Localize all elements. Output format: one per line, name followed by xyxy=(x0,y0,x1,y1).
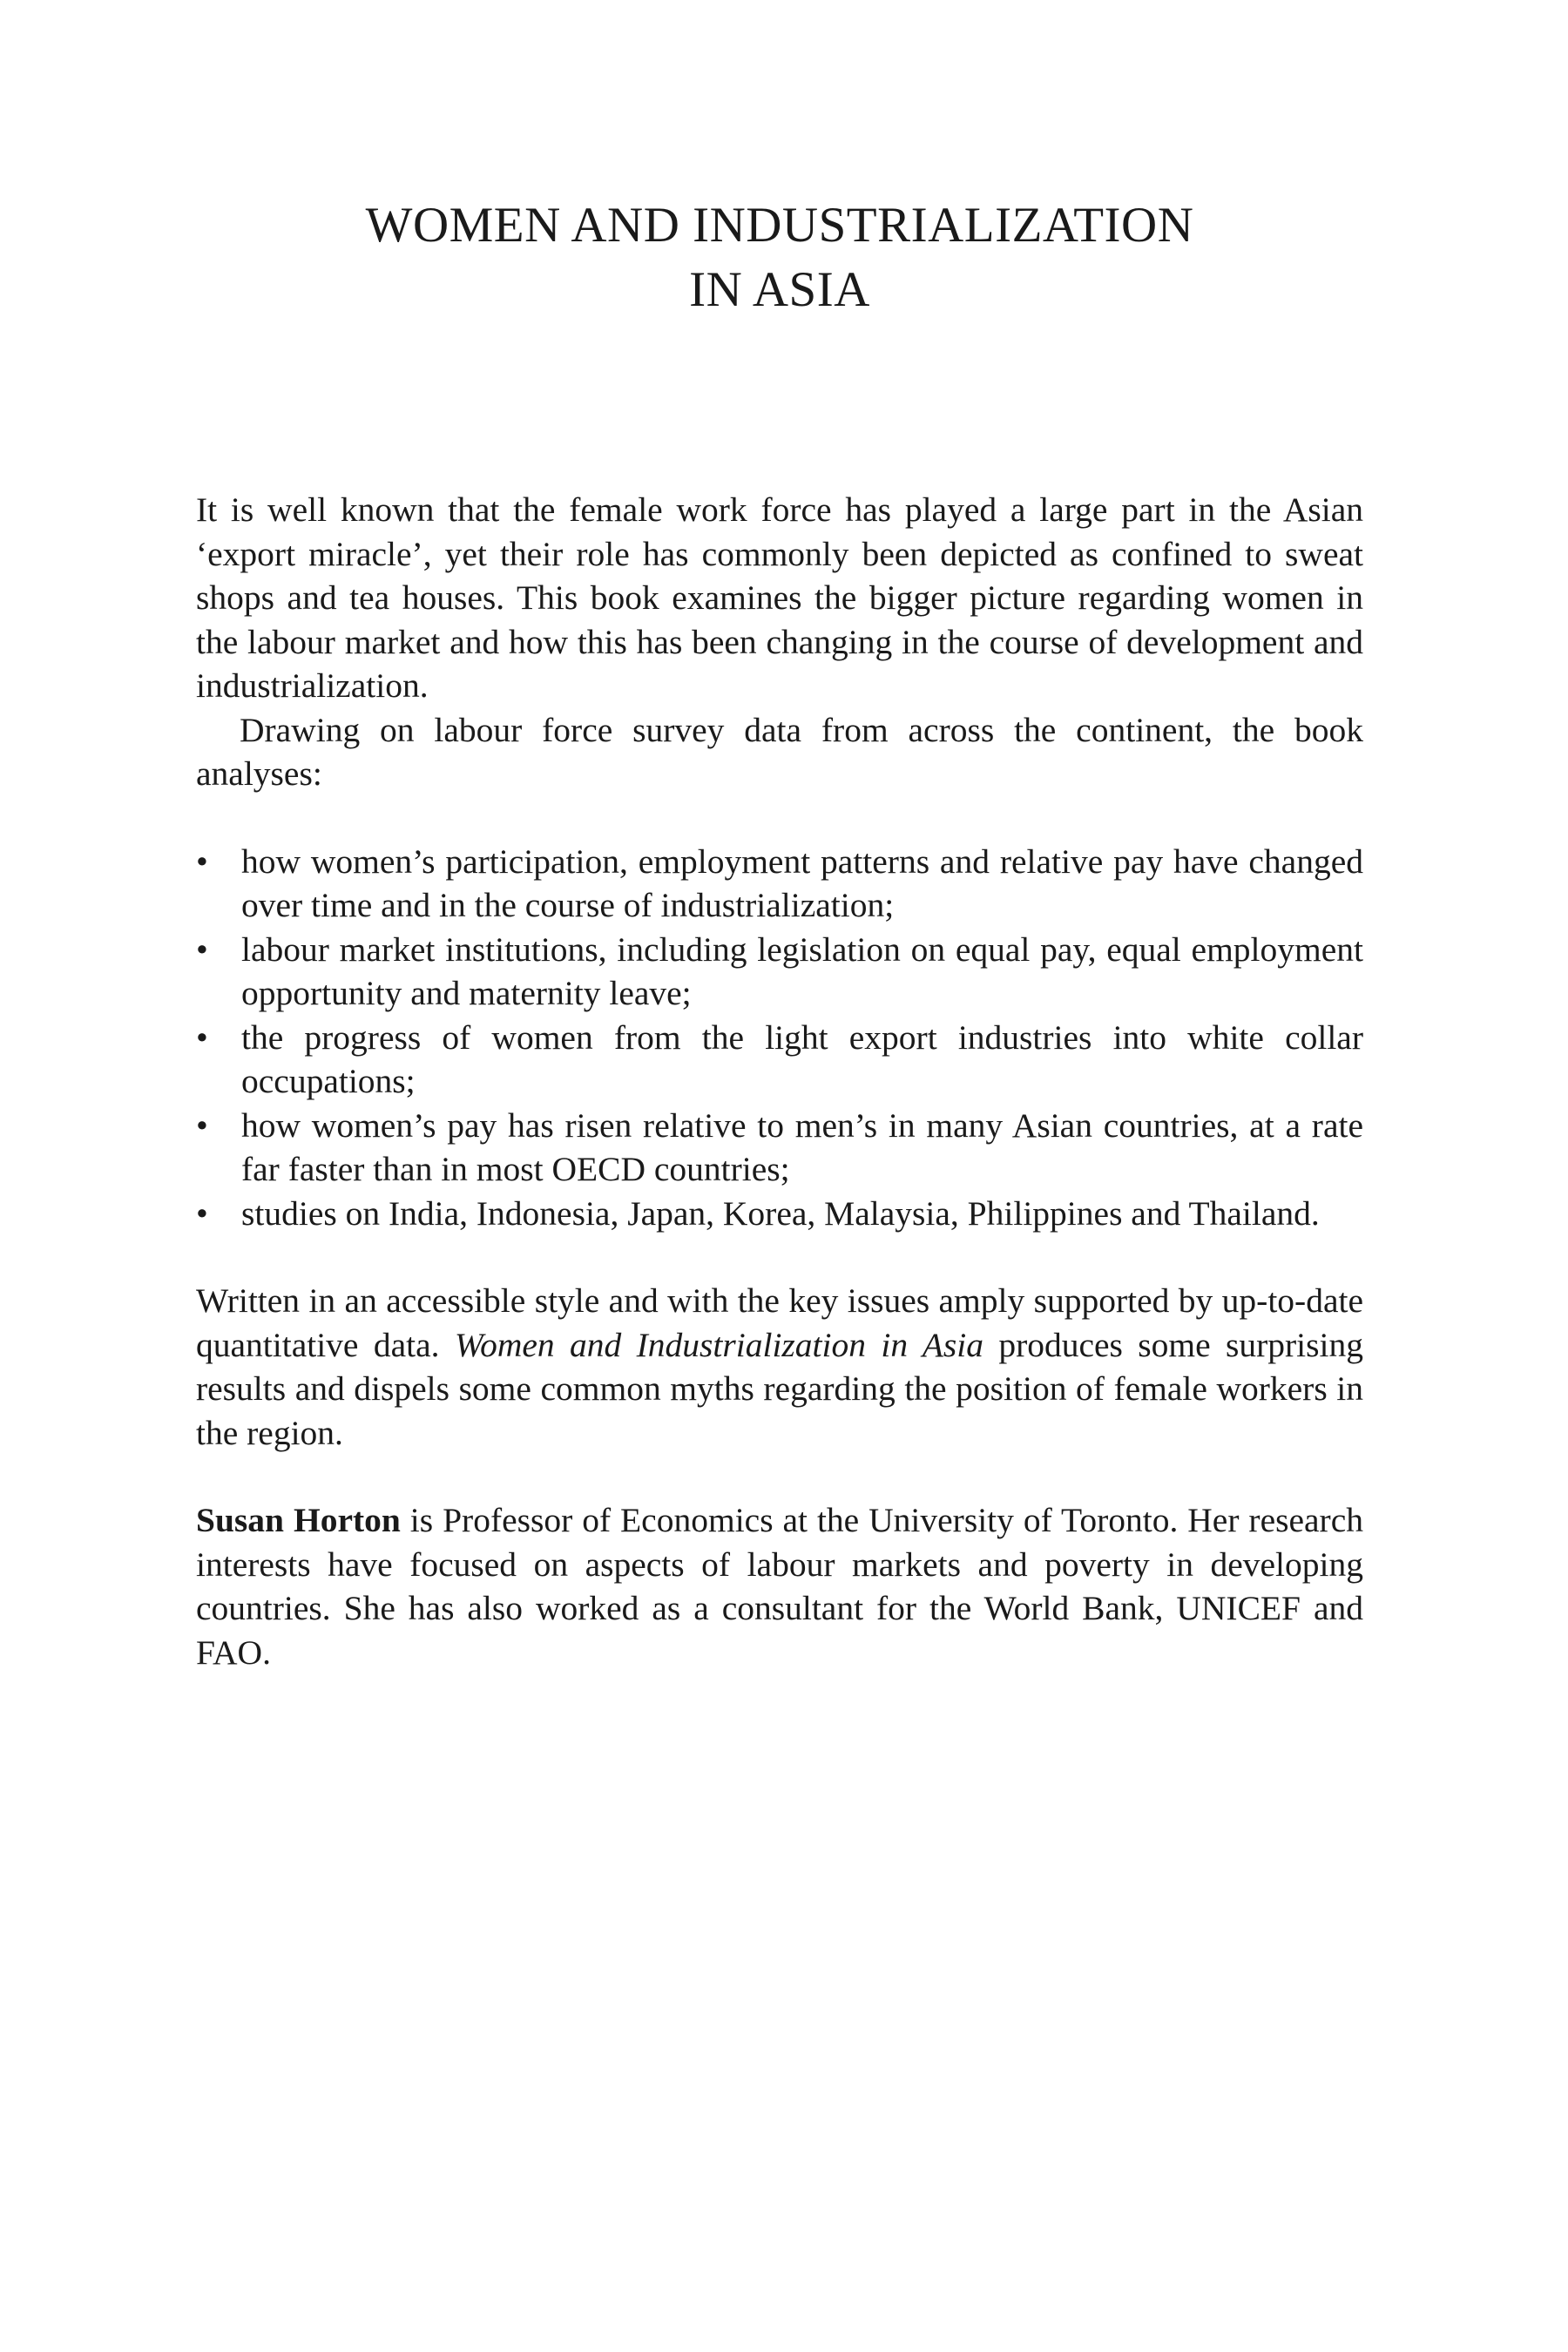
list-item xyxy=(196,1016,1363,1104)
list-item xyxy=(196,1104,1363,1192)
book-title-line-1: WOMEN AND INDUSTRIALIZATION xyxy=(365,198,1194,253)
bullet-marker: • xyxy=(196,1105,208,1145)
summary-text-after: produces some surprising results and dispels some common myths regarding the position of female workers in the region. xyxy=(196,1325,1364,1452)
author-name: Susan Horton xyxy=(196,1501,401,1539)
list-item-text: studies on India, Indonesia, Japan, Korea, Malaysia, Philippines and Thailand. xyxy=(241,1193,1320,1233)
list-item xyxy=(196,1192,1363,1236)
list-item xyxy=(196,928,1363,1016)
author-bio-text: is Professor of Economics at the University of Toronto. Her research interests have focused on aspects of labour markets and poverty in developing countries. She has also worked as a consultant for the World Bank, UNICEF and FAO. xyxy=(196,1501,1363,1672)
bullet-marker: • xyxy=(196,1017,208,1057)
list-item-text: labour market institutions, including legislation on equal pay, equal employment opportunity and maternity leave; xyxy=(241,929,1363,1012)
list-item-text: how women’s pay has risen relative to men’s in many Asian countries, at a rate far faster than in most OECD countries; xyxy=(241,1105,1363,1188)
book-title-line-2: IN ASIA xyxy=(689,262,870,317)
spacer xyxy=(196,796,1363,840)
summary-book-title: Women and Industrialization in Asia xyxy=(454,1325,983,1364)
spacer xyxy=(196,1235,1363,1279)
list-item xyxy=(196,840,1363,928)
list-item-text: the progress of women from the light export industries into white collar occupations; xyxy=(241,1017,1363,1100)
summary-text-before: Written in an accessible style and with the key issues amply supported by up-to-date quantitative data. xyxy=(196,1281,1363,1364)
blurb-body xyxy=(196,488,1363,1674)
bullet-marker: • xyxy=(196,929,208,969)
analyses-lead-paragraph: Drawing on labour force survey data from across the continent, the book analyses: xyxy=(196,710,1363,793)
bullet-marker: • xyxy=(196,841,208,881)
analyses-list xyxy=(196,840,1363,1236)
author-bio-paragraph xyxy=(196,1498,1363,1674)
spacer xyxy=(196,1455,1363,1498)
intro-paragraph: It is well known that the female work force has played a large part in the Asian ‘export miracle’, yet their role has commonly been depicted as confined to sweat shops and tea houses. This book examines the bigger picture regarding women in the labour market and how this has been changing in the course of development and industrialization. xyxy=(196,490,1363,705)
list-item-text: how women’s participation, employment patterns and relative pay have changed over time and in the course of industrialization; xyxy=(241,841,1363,924)
book-title xyxy=(196,193,1363,322)
summary-paragraph xyxy=(196,1279,1363,1455)
bullet-marker: • xyxy=(196,1193,208,1233)
